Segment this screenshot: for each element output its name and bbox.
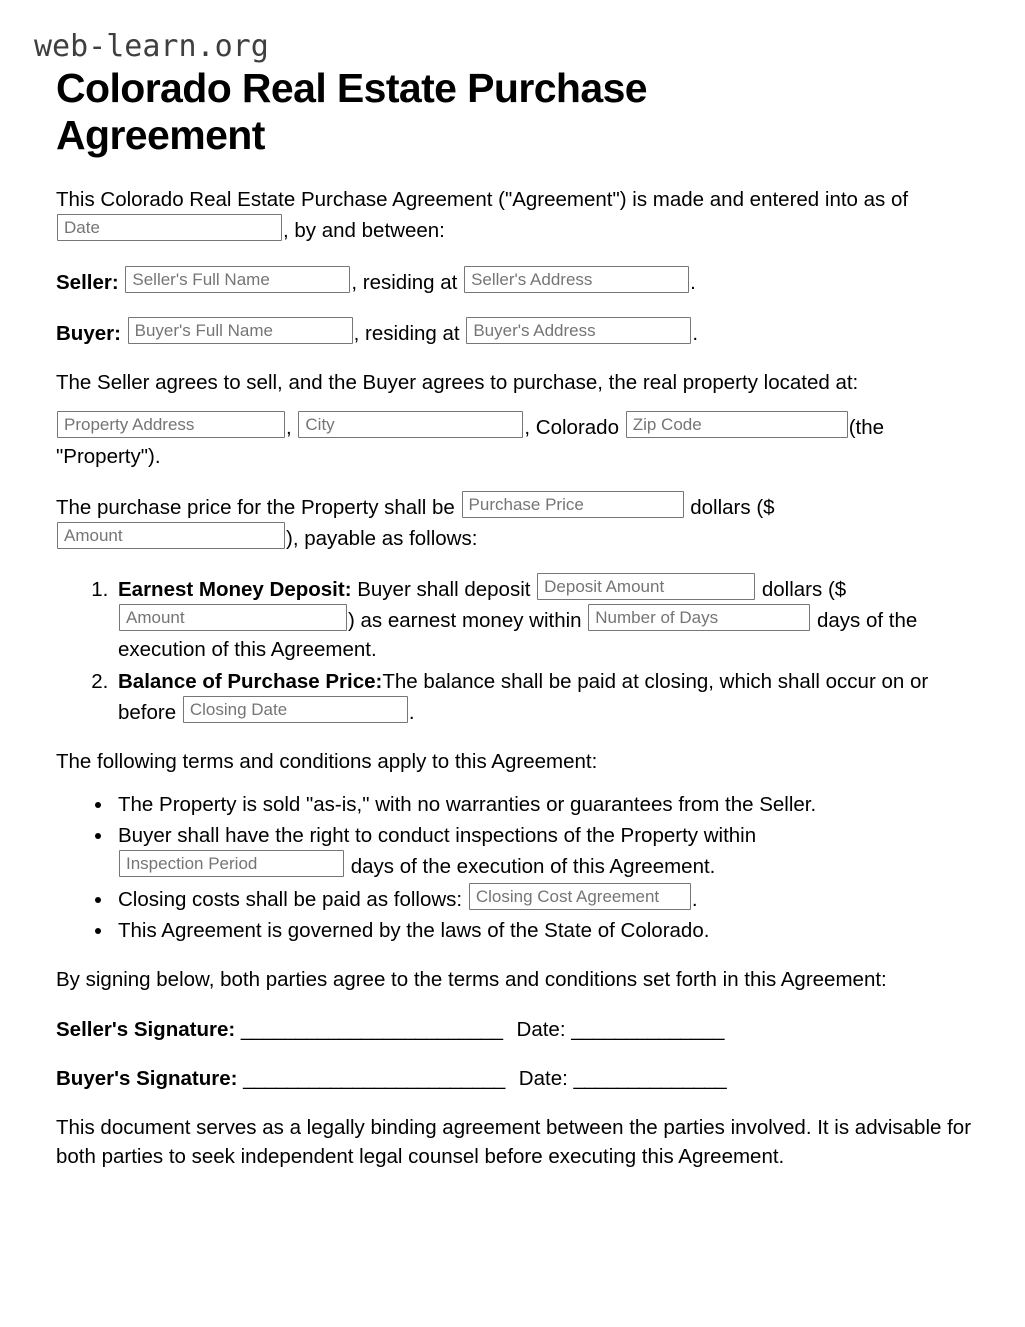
closing-date-input[interactable]: Closing Date	[183, 696, 408, 723]
balance-heading: Balance of Purchase Price:	[118, 669, 383, 693]
buyer-date-line[interactable]: ______________	[573, 1066, 727, 1090]
condition-2-text-2: days of the execution of this Agreement.	[350, 855, 716, 879]
closing-cost-input[interactable]: Closing Cost Agreement	[469, 883, 691, 910]
earnest-text-1: Buyer shall deposit	[357, 578, 531, 602]
balance-text-1: The balance shall be paid at closing, which shall occur on or before	[118, 669, 929, 724]
page-title: Colorado Real Estate Purchase Agreement	[56, 65, 647, 159]
seller-name-input[interactable]: Seller's Full Name	[125, 266, 350, 293]
payment-terms-list	[56, 573, 975, 727]
site-brand: web-learn.org	[34, 29, 269, 64]
earnest-amount-input[interactable]: Amount	[119, 604, 347, 631]
condition-2-text-1: Buyer shall have the right to conduct inspections of the Property within	[118, 824, 757, 848]
purchase-amount-input[interactable]: Amount	[57, 522, 285, 549]
document-body	[34, 185, 991, 1171]
city-input[interactable]: City	[298, 411, 523, 438]
condition-4-text: This Agreement is governed by the laws of the State of Colorado.	[118, 919, 710, 943]
seller-signature-label: Seller's Signature:	[56, 1017, 236, 1041]
buyer-address-input[interactable]: Buyer's Address	[466, 317, 691, 344]
balance-text-2: .	[408, 700, 415, 724]
intro-paragraph	[56, 185, 975, 245]
number-of-days-input[interactable]: Number of Days	[588, 604, 810, 631]
seller-address-input[interactable]: Seller's Address	[464, 266, 689, 293]
condition-1-text: The Property is sold "as-is," with no warranties or guarantees from the Seller.	[118, 792, 817, 816]
property-closing-text: (the "Property").	[56, 415, 885, 468]
seller-paragraph	[56, 266, 975, 297]
zip-code-input[interactable]: Zip Code	[626, 411, 848, 438]
list-item	[114, 883, 975, 914]
inspection-period-input[interactable]: Inspection Period	[119, 850, 344, 877]
seller-period: .	[690, 270, 696, 294]
buyer-residing-text: , residing at	[353, 321, 460, 345]
list-item	[114, 790, 975, 819]
seller-label: Seller:	[56, 270, 119, 294]
earnest-text-3: ) as earnest money within	[348, 609, 582, 633]
list-item	[114, 667, 975, 727]
seller-signature-row	[56, 1015, 975, 1044]
earnest-money-heading: Earnest Money Deposit:	[118, 578, 352, 602]
intro-text-after-date: , by and between:	[283, 219, 445, 243]
conditions-list	[56, 790, 975, 946]
price-text-middle: dollars ($	[690, 496, 775, 520]
buyer-paragraph	[56, 317, 975, 348]
buyer-signature-line[interactable]: ________________________	[243, 1066, 505, 1090]
property-comma-1: ,	[286, 415, 292, 439]
buyer-date-label: Date:	[518, 1066, 568, 1090]
buyer-signature-row	[56, 1064, 975, 1093]
list-item	[114, 821, 975, 881]
footer-disclaimer: This document serves as a legally binding agreement between the parties involved. It is advisable for both parties to seek independent legal counsel before executing this Agreement.	[56, 1115, 972, 1168]
date-input[interactable]: Date	[57, 214, 282, 241]
list-item	[114, 573, 975, 664]
condition-3-text-2: .	[691, 888, 698, 912]
intro-text-before-date: This Colorado Real Estate Purchase Agreement ("Agreement") is made and entered into as of	[56, 188, 909, 212]
price-text-before: The purchase price for the Property shall be	[56, 496, 455, 520]
property-intro: The Seller agrees to sell, and the Buyer agrees to purchase, the real property located at:	[56, 370, 859, 394]
purchase-price-paragraph	[56, 491, 975, 553]
buyer-period: .	[692, 321, 699, 345]
property-address-input[interactable]: Property Address	[57, 411, 285, 438]
buyer-name-input[interactable]: Buyer's Full Name	[128, 317, 353, 344]
condition-3-text-1: Closing costs shall be paid as follows:	[118, 888, 463, 912]
seller-residing-text: , residing at	[351, 270, 458, 294]
purchase-price-input[interactable]: Purchase Price	[462, 491, 684, 518]
price-text-after: ), payable as follows:	[286, 527, 478, 551]
deposit-amount-input[interactable]: Deposit Amount	[537, 573, 755, 600]
buyer-signature-label: Buyer's Signature:	[56, 1066, 238, 1090]
seller-date-line[interactable]: ______________	[571, 1017, 724, 1041]
buyer-label: Buyer:	[56, 321, 121, 345]
property-comma-2: , Colorado	[524, 415, 619, 439]
signing-intro: By signing below, both parties agree to the terms and conditions set forth in this Agreement:	[56, 968, 887, 992]
list-item	[114, 916, 975, 945]
seller-date-label: Date:	[516, 1017, 566, 1041]
earnest-text-2: dollars ($	[761, 578, 847, 602]
conditions-intro: The following terms and conditions apply to this Agreement:	[56, 749, 598, 773]
earnest-text-4: days of the execution of this Agreement.	[118, 609, 918, 662]
seller-signature-line[interactable]: ________________________	[240, 1017, 503, 1041]
property-paragraph	[56, 411, 975, 471]
